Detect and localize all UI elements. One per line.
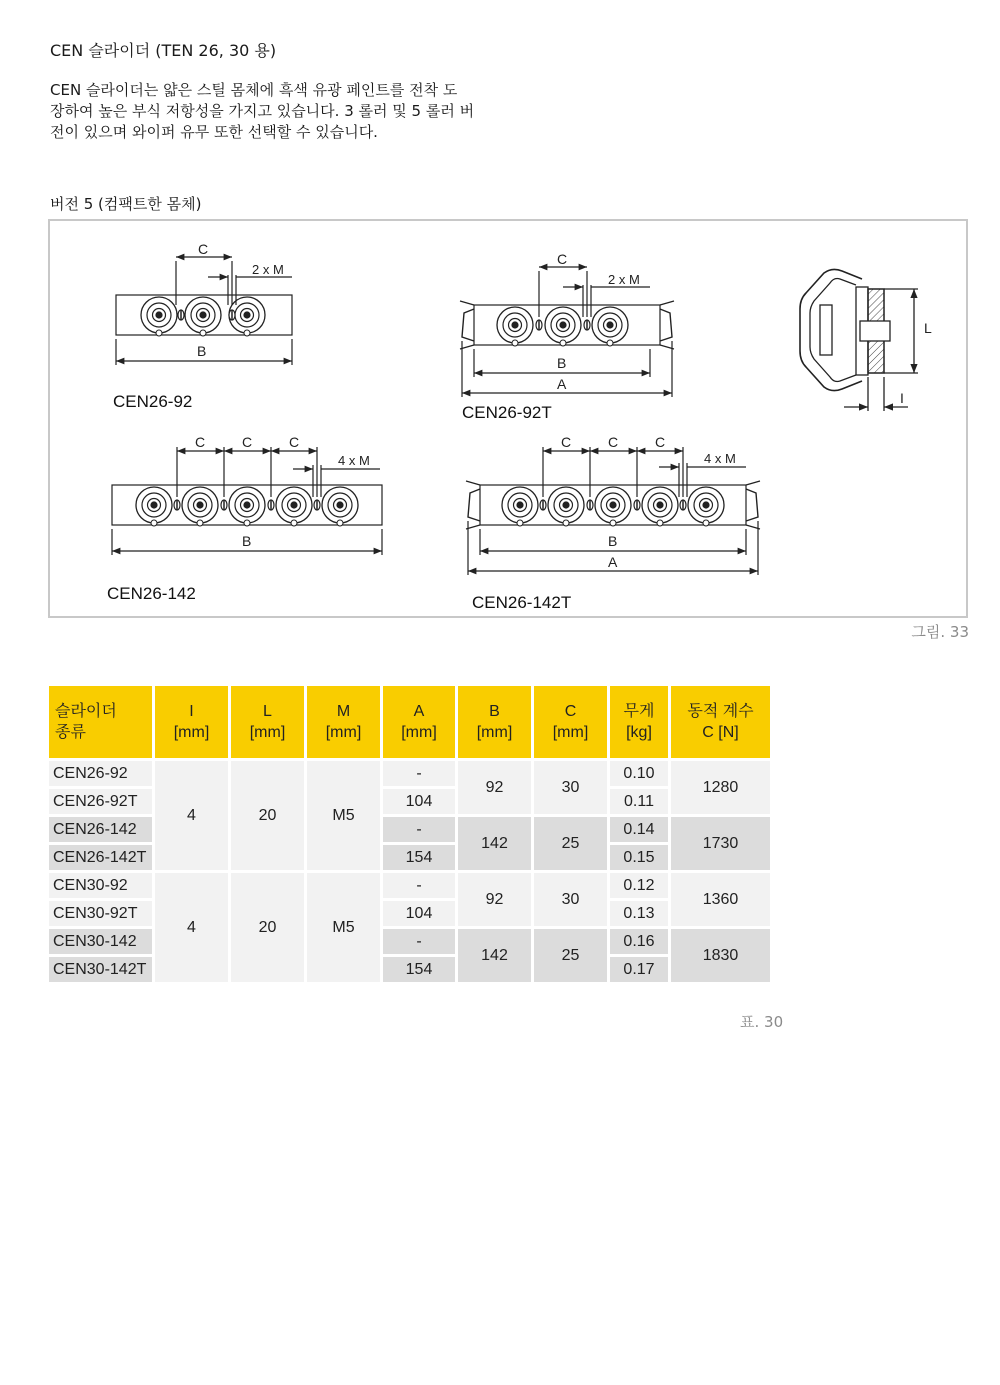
cell-type: CEN30-92T (48, 900, 154, 928)
dim-label-c: C (655, 434, 666, 450)
model-label-cen26-142t: CEN26-142T (472, 593, 572, 612)
cell-m: M5 (306, 872, 382, 984)
dim-label-b: B (242, 533, 252, 549)
cell-weight: 0.14 (609, 816, 670, 844)
cell-a: - (382, 816, 457, 844)
dim-label-b: B (197, 343, 207, 359)
dim-label-b: B (557, 355, 567, 371)
table-row (48, 760, 772, 788)
intro-paragraph (50, 80, 520, 143)
model-label-cen26-92: CEN26-92 (113, 392, 193, 411)
model-label-cen26-142: CEN26-142 (107, 584, 196, 603)
figure-heading: 버전 5 (컴팩트한 몸체) (50, 195, 202, 213)
cell-m: M5 (306, 760, 382, 872)
cell-type: CEN30-142 (48, 928, 154, 956)
intro-line: CEN 슬라이더는 얇은 스틸 몸체에 흑색 유광 페인트를 전착 도 (50, 81, 458, 99)
cell-c: 30 (533, 872, 609, 928)
cell-b: 142 (457, 928, 533, 984)
cell-a: - (382, 928, 457, 956)
dim-label-c: C (198, 241, 209, 257)
header-a: A [mm] (382, 685, 457, 760)
cell-a: 154 (382, 956, 457, 984)
cell-weight: 0.16 (609, 928, 670, 956)
figure-caption: 그림. 33 (911, 623, 969, 641)
cell-c: 30 (533, 760, 609, 816)
cell-b: 142 (457, 816, 533, 872)
dim-label-c: C (608, 434, 619, 450)
cell-weight: 0.13 (609, 900, 670, 928)
cell-type: CEN26-142 (48, 816, 154, 844)
cell-type: CEN26-92 (48, 760, 154, 788)
model-label-cen26-92t: CEN26-92T (462, 403, 552, 422)
cell-a: - (382, 760, 457, 788)
header-i: I [mm] (154, 685, 230, 760)
page-title: CEN 슬라이더 (TEN 26, 30 용) (50, 41, 277, 60)
cell-weight: 0.15 (609, 844, 670, 872)
cell-c: 25 (533, 816, 609, 872)
header-slider-type: 슬라이더 종류 (48, 685, 154, 760)
cell-weight: 0.11 (609, 788, 670, 816)
cell-a: 104 (382, 788, 457, 816)
dim-label-2xm: 2 x M (252, 262, 284, 277)
dim-label-a: A (557, 376, 567, 392)
dim-label-c: C (242, 434, 253, 450)
intro-line: 전이 있으며 와이퍼 유무 또한 선택할 수 있습니다. (50, 123, 378, 141)
cell-l: 20 (230, 872, 306, 984)
header-dynamic-load: 동적 계수 C [N] (670, 685, 772, 760)
intro-line: 장하여 높은 부식 저항성을 가지고 있습니다. 3 롤러 및 5 롤러 버 (50, 102, 475, 120)
dim-label-c: C (195, 434, 206, 450)
table-header-row (48, 685, 772, 760)
dim-label-4xm: 4 x M (338, 453, 370, 468)
cell-a: 104 (382, 900, 457, 928)
cell-a: - (382, 872, 457, 900)
dim-label-i: I (900, 390, 904, 406)
cell-dynamic-load: 1280 (670, 760, 772, 816)
dim-label-l: L (924, 320, 932, 336)
cell-dynamic-load: 1360 (670, 872, 772, 928)
cell-type: CEN30-92 (48, 872, 154, 900)
cell-a: 154 (382, 844, 457, 872)
table-caption: 표. 30 (740, 1013, 784, 1031)
cell-c: 25 (533, 928, 609, 984)
cell-dynamic-load: 1730 (670, 816, 772, 872)
header-b: B [mm] (457, 685, 533, 760)
cell-type: CEN26-92T (48, 788, 154, 816)
specification-table (46, 683, 773, 985)
technical-drawing-figure (48, 219, 968, 618)
dim-label-c: C (289, 434, 300, 450)
dim-label-c: C (557, 251, 568, 267)
cell-type: CEN30-142T (48, 956, 154, 984)
cell-dynamic-load: 1830 (670, 928, 772, 984)
dim-label-4xm: 4 x M (704, 451, 736, 466)
cell-i: 4 (154, 760, 230, 872)
technical-drawing (50, 221, 970, 620)
cell-i: 4 (154, 872, 230, 984)
header-c: C [mm] (533, 685, 609, 760)
header-m: M [mm] (306, 685, 382, 760)
cell-weight: 0.12 (609, 872, 670, 900)
table-row (48, 872, 772, 900)
header-weight: 무게 [kg] (609, 685, 670, 760)
header-l: L [mm] (230, 685, 306, 760)
dim-label-2xm: 2 x M (608, 272, 640, 287)
cell-b: 92 (457, 760, 533, 816)
dim-label-a: A (608, 554, 618, 570)
cell-weight: 0.10 (609, 760, 670, 788)
drawing-cen26-92t (460, 267, 674, 397)
cell-b: 92 (457, 872, 533, 928)
cell-type: CEN26-142T (48, 844, 154, 872)
dim-label-c: C (561, 434, 572, 450)
cell-l: 20 (230, 760, 306, 872)
cell-weight: 0.17 (609, 956, 670, 984)
dim-label-b: B (608, 533, 618, 549)
